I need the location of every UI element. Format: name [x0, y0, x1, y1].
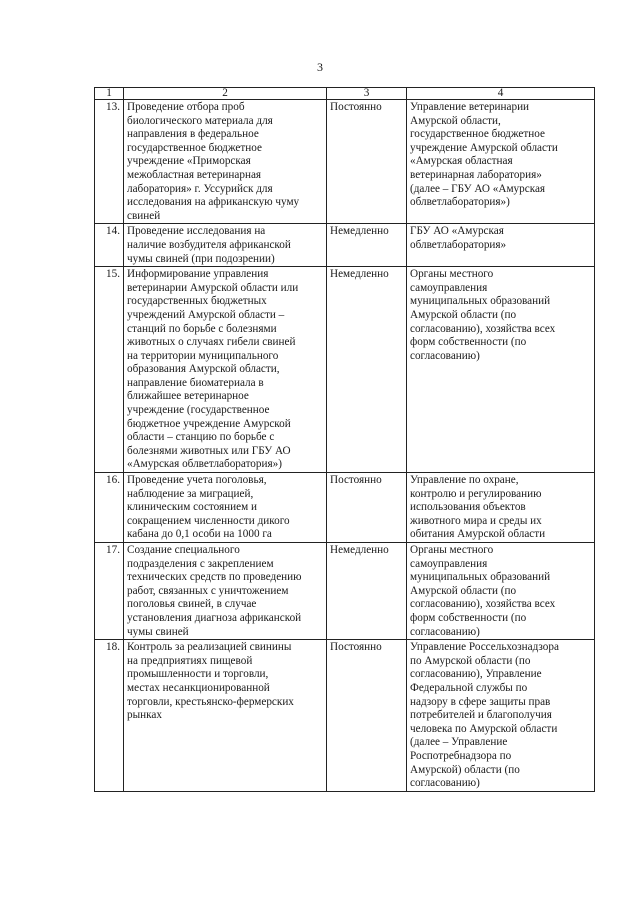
activity-cell: Проведение исследования на наличие возбудителя африканской чумы свиней (при подозрении)	[124, 224, 327, 267]
term-cell: Немедленно	[327, 267, 407, 473]
responsible-cell: Органы местного самоуправления муниципальных образований Амурской области (по согласованию), хозяйства всех форм собственности (по согласованию)	[407, 543, 595, 640]
responsible-cell: Органы местного самоуправления муниципальных образований Амурской области (по согласованию), хозяйства всех форм собственности (по согласованию)	[407, 267, 595, 473]
row-number: 18.	[95, 640, 124, 792]
term-cell: Постоянно	[327, 640, 407, 792]
header-col-3: 3	[327, 88, 407, 100]
term-cell: Постоянно	[327, 473, 407, 543]
table-row	[95, 473, 595, 543]
responsible-cell: Управление по охране, контролю и регулированию использования объектов животного мира и среды их обитания Амурской области	[407, 473, 595, 543]
table-row	[95, 267, 595, 473]
header-col-1: 1	[95, 88, 124, 100]
responsible-cell: Управление ветеринарии Амурской области, государственное бюджетное учреждение Амурской области «Амурская областная ветеринарная лаборатория» (далее – ГБУ АО «Амурская облветлаборатория»)	[407, 100, 595, 224]
activities-table	[94, 87, 595, 792]
activity-cell: Информирование управления ветеринарии Амурской области или государственных бюджетных учреждений Амурской области – станций по борьбе с болезнями животных о случаях гибели свиней на территории муниципального образования Амурской области, направление биоматериала в ближайшее ветеринарное учреждение (государственное бюджетное учреждение Амурской области – станцию по борьбе с болезнями животных или ГБУ АО «Амурская облветлаборатория»)	[124, 267, 327, 473]
term-cell: Немедленно	[327, 543, 407, 640]
row-number: 17.	[95, 543, 124, 640]
activity-cell: Проведение отбора проб биологического материала для направления в федеральное государственное бюджетное учреждение «Приморская межобластная ветеринарная лаборатория» г. Уссурийск для исследования на африканскую чуму свиней	[124, 100, 327, 224]
activity-cell: Контроль за реализацией свинины на предприятиях пищевой промышленности и торговли, местах несанкционированной торговли, крестьянско-фермерских рынках	[124, 640, 327, 792]
row-number: 15.	[95, 267, 124, 473]
row-number: 14.	[95, 224, 124, 267]
table-header-row	[95, 88, 595, 100]
responsible-cell: ГБУ АО «Амурская облветлаборатория»	[407, 224, 595, 267]
table-row	[95, 100, 595, 224]
table-row	[95, 640, 595, 792]
responsible-cell: Управление Россельхознадзора по Амурской области (по согласованию), Управление Федеральной службы по надзору в сфере защиты прав потребителей и благополучия человека по Амурской области (далее – Управление Роспотребнадзора по Амурской) области (по согласованию)	[407, 640, 595, 792]
table-row	[95, 224, 595, 267]
row-number: 16.	[95, 473, 124, 543]
page-number: 3	[317, 60, 323, 74]
term-cell: Немедленно	[327, 224, 407, 267]
activity-cell: Проведение учета поголовья, наблюдение за миграцией, клиническим состоянием и сокращением численности дикого кабана до 0,1 особи на 1000 га	[124, 473, 327, 543]
table-row	[95, 543, 595, 640]
header-col-2: 2	[124, 88, 327, 100]
header-col-4: 4	[407, 88, 595, 100]
term-cell: Постоянно	[327, 100, 407, 224]
activity-cell: Создание специального подразделения с закреплением технических средств по проведению работ, связанных с уничтожением поголовья свиней, в случае установления диагноза африканской чумы свиней	[124, 543, 327, 640]
row-number: 13.	[95, 100, 124, 224]
